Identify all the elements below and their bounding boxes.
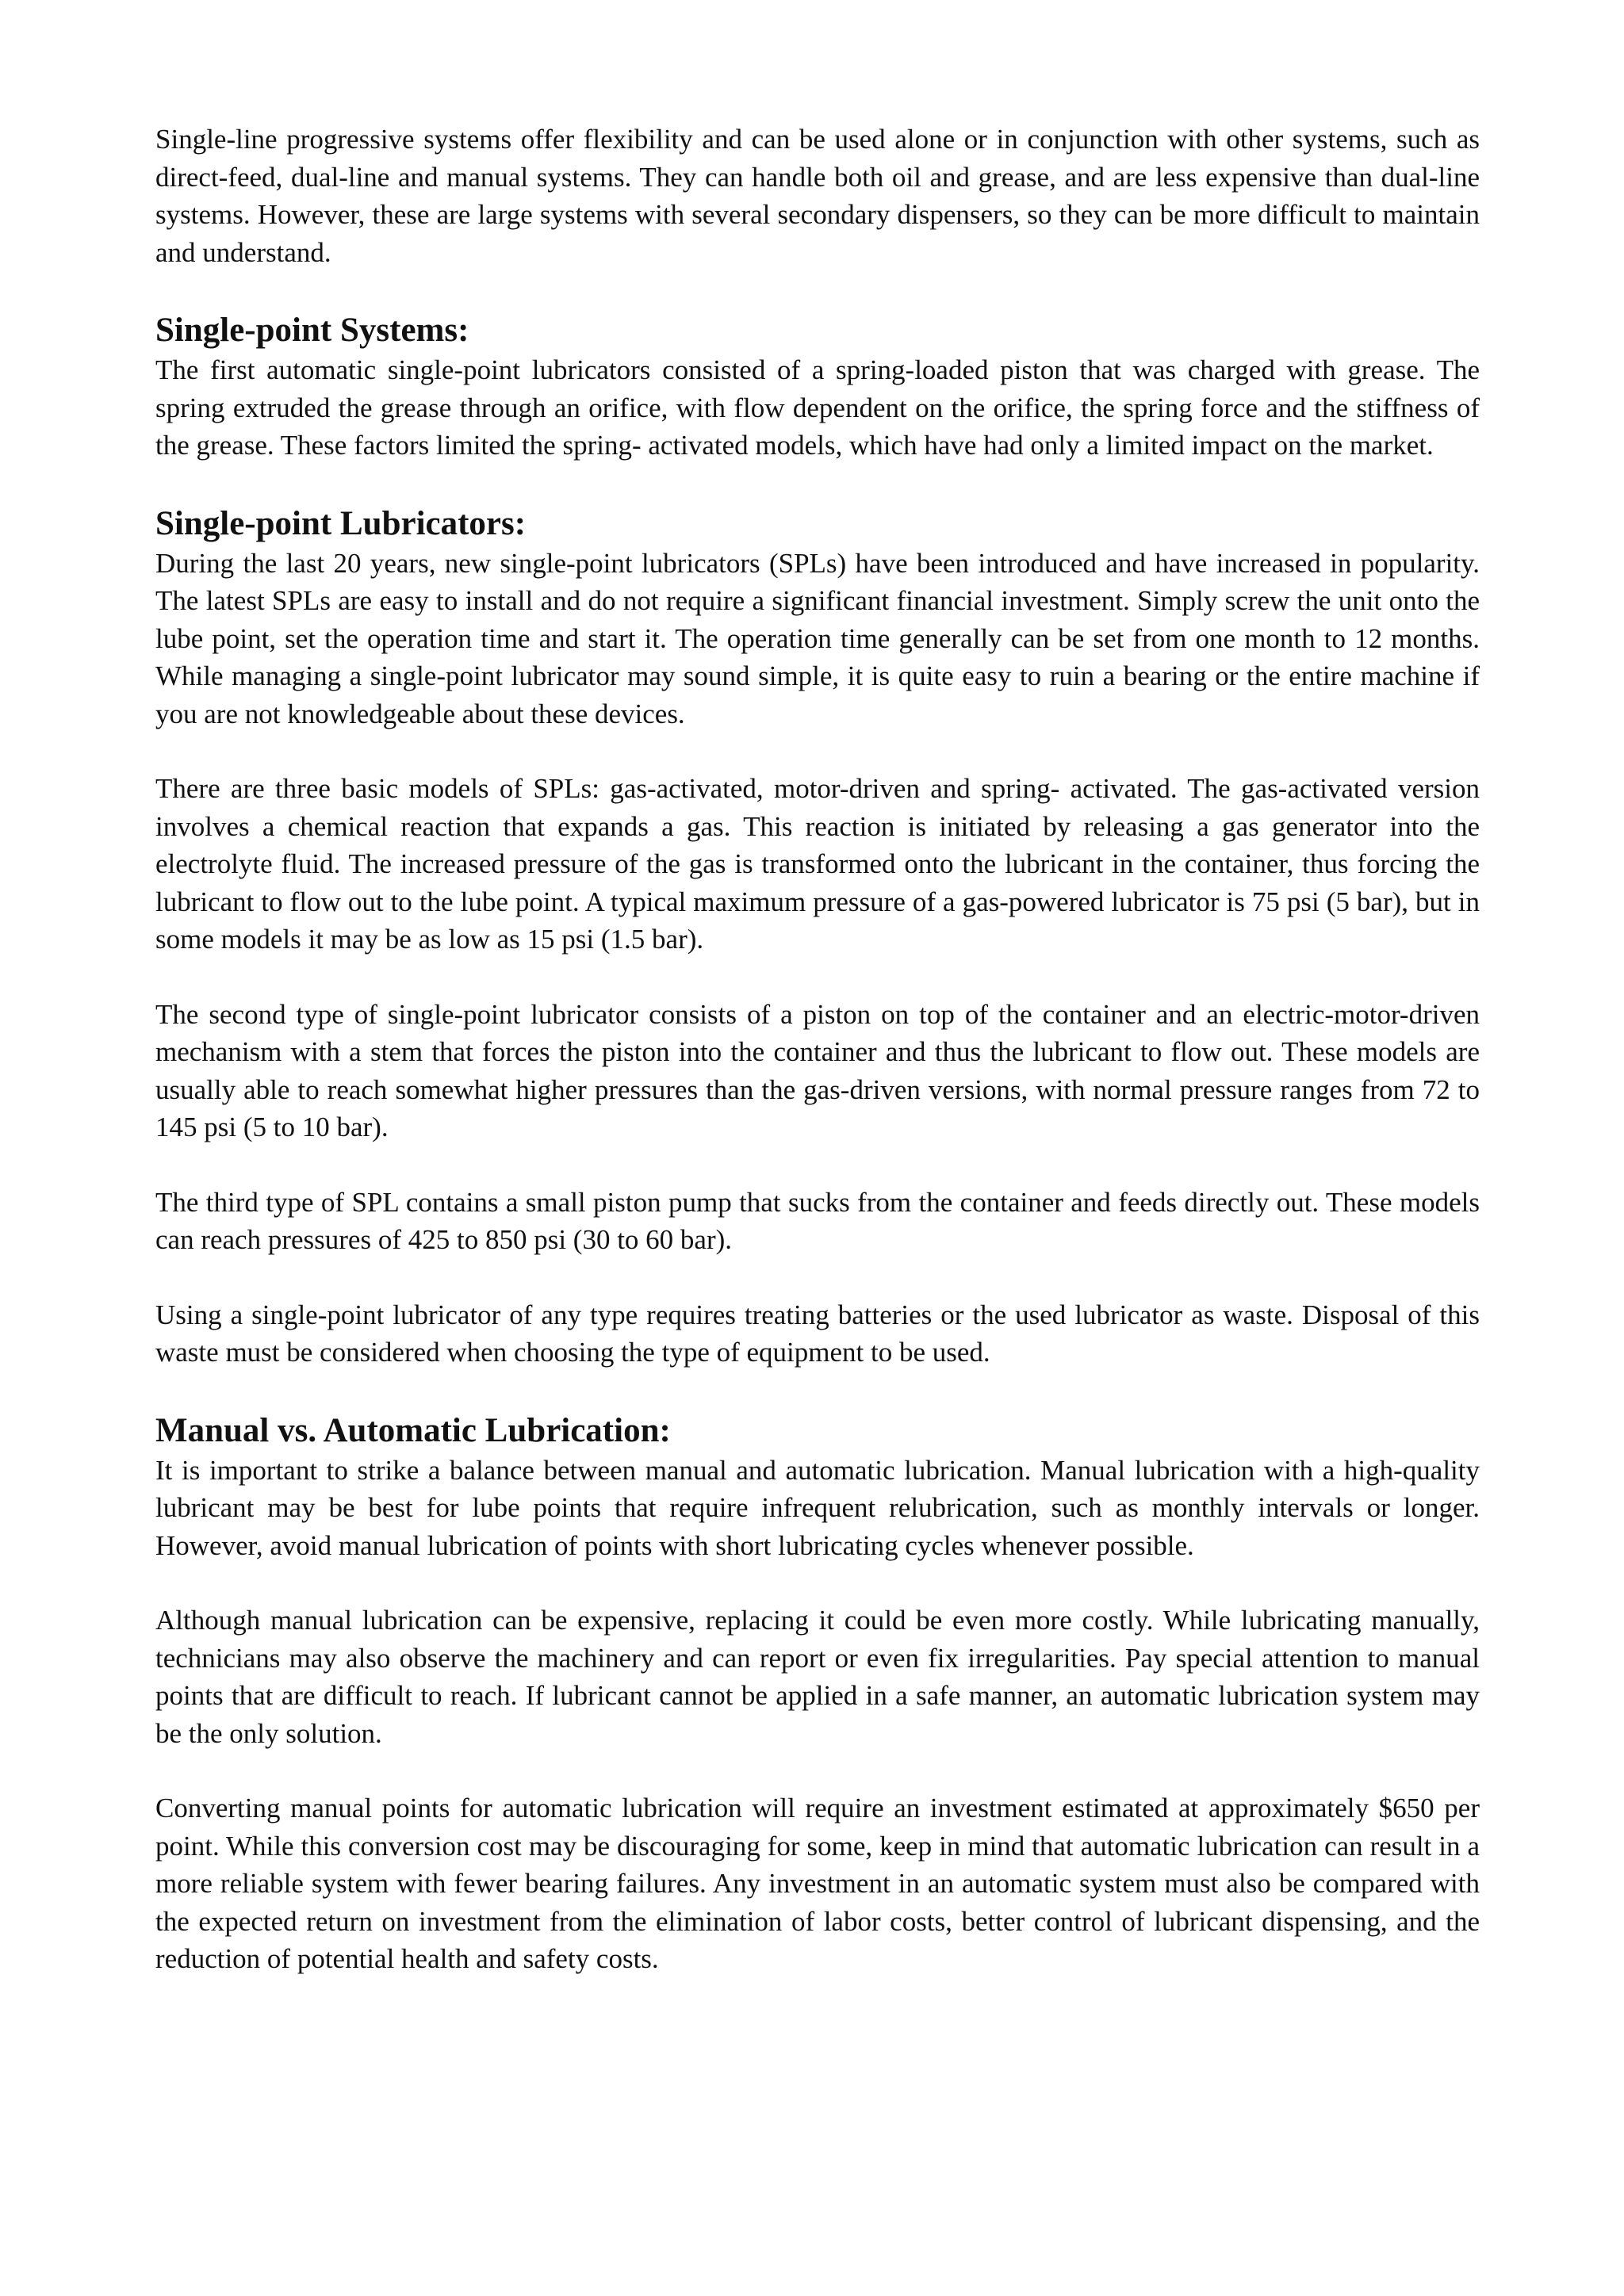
- paragraph: Converting manual points for automatic lubrication will require an investment estimated at approximately $650 per point. While this conversion cost may be discouraging for some, keep in mind that automatic lubrication can result in a more reliable system with fewer bearing failures. Any investment in an automatic system must also be compared with the expected return on investment from the elimination of labor costs, better control of lubricant dispensing, and the reduction of potential health and safety costs.: [155, 1793, 1480, 1974]
- paragraph: There are three basic models of SPLs: gas-activated, motor-driven and spring- activated. The gas-activated version involves a chemical reaction that expands a gas. This reaction is initiated by releasing a gas generator into the electrolyte fluid. The increased pressure of the gas is transformed onto the lubricant in the container, thus forcing the lubricant to flow out to the lube point. A typical maximum pressure of a gas-powered lubricator is 75 psi (5 bar), but in some models it may be as low as 15 psi (1.5 bar).: [155, 773, 1480, 955]
- paragraph: During the last 20 years, new single-point lubricators (SPLs) have been introduced and have increased in popularity. The latest SPLs are easy to install and do not require a significant financial investment. Simply screw the unit onto the lube point, set the operation time and start it. The operation time generally can be set from one month to 12 months. While managing a single-point lubricator may sound simple, it is quite easy to ruin a bearing or the entire machine if you are not knowledgeable about these devices.: [155, 547, 1480, 729]
- paragraph: It is important to strike a balance between manual and automatic lubrication. Manual lubrication with a high-quality lubricant may be best for lube points that require infrequent relubrication, such as monthly intervals or longer. However, avoid manual lubrication of points with short lubricating cycles whenever possible.: [155, 1454, 1480, 1561]
- paragraph: The third type of SPL contains a small piston pump that sucks from the container and feeds directly out. These models can reach pressures of 425 to 850 psi (30 to 60 bar).: [155, 1186, 1480, 1255]
- document-page: [155, 121, 1480, 2015]
- paragraph: The second type of single-point lubricator consists of a piston on top of the container and an electric-motor-driven mechanism with a stem that forces the piston into the container and thus the lubricant to flow out. These models are usually able to reach somewhat higher pressures than the gas-driven versions, with normal pressure ranges from 72 to 145 psi (5 to 10 bar).: [155, 998, 1480, 1142]
- paragraph: The first automatic single-point lubricators consisted of a spring-loaded piston that was charged with grease. The spring extruded the grease through an orifice, with flow dependent on the orifice, the spring force and the stiffness of the grease. These factors limited the spring- activated models, which have had only a limited impact on the market.: [155, 354, 1480, 461]
- intro-paragraph: Single-line progressive systems offer flexibility and can be used alone or in conjunction with other systems, such as direct-feed, dual-line and manual systems. They can handle both oil and grease, and are less expensive than dual-line systems. However, these are large systems with several secondary dispensers, so they can be more difficult to maintain and understand.: [155, 124, 1480, 268]
- paragraph: Using a single-point lubricator of any type requires treating batteries or the used lubricator as waste. Disposal of this waste must be considered when choosing the type of equipment to be used.: [155, 1299, 1480, 1368]
- paragraph: Although manual lubrication can be expensive, replacing it could be even more costly. While lubricating manually, technicians may also observe the machinery and can report or even fix irregularities. Pay special attention to manual points that are difficult to reach. If lubricant cannot be applied in a safe manner, an automatic lubrication system may be the only solution.: [155, 1605, 1480, 1749]
- section-manual-vs-automatic: [155, 1409, 1480, 1978]
- section-heading: Single-point Systems:: [155, 312, 469, 349]
- section-heading: Manual vs. Automatic Lubrication:: [155, 1411, 671, 1449]
- section-single-point-systems: [155, 308, 1480, 465]
- section-heading: Single-point Lubricators:: [155, 504, 527, 542]
- section-single-point-lubricators: [155, 502, 1480, 1372]
